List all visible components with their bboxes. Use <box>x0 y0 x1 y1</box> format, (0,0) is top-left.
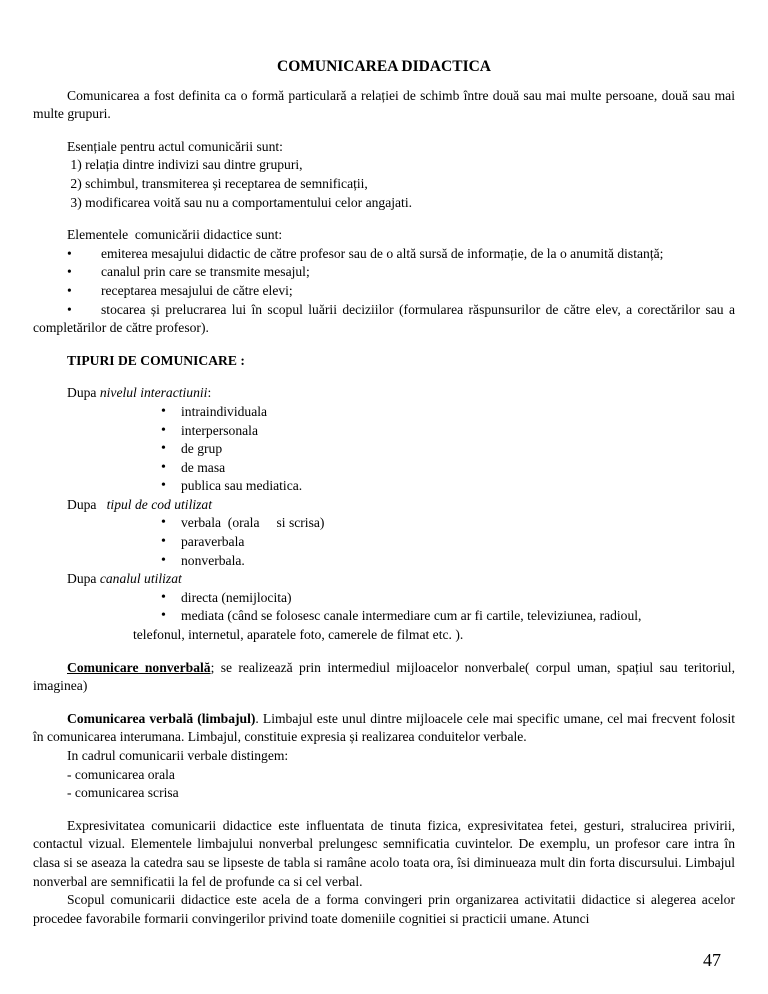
paragraph-nonverbal: Comunicare nonverbală; se realizează prin intermediul mijloacelor nonverbale( corpul uman, spațiul sau teritoriul, imaginea) <box>33 659 735 694</box>
list-item: • nonverbala. <box>33 552 735 571</box>
list-item: - comunicarea scrisa <box>67 785 179 801</box>
paragraph-verbal: Comunicarea verbală (limbajul). Limbajul este unul dintre mijloacele cele mai specific umane, cel mai frecvent folosit în comunicarea interumana. Limbajul, constituie expresia și realizarea conduitelor verbale. <box>33 710 735 745</box>
list-item: • emiterea mesajului didactic de către profesor sau de o altă sursă de informație, de la o anumită distanță; <box>33 245 735 264</box>
bullet: • <box>161 534 166 550</box>
bullet: • <box>161 552 166 568</box>
term-verbal: Comunicarea verbală (limbajul) <box>67 710 256 726</box>
criterion-heading: Dupa nivelul interactiunii: <box>67 385 212 401</box>
list-item: • receptarea mesajului de către elevi; <box>33 282 735 301</box>
list-item: • paraverbala <box>33 533 735 552</box>
list-item: • publica sau mediatica. <box>33 477 735 496</box>
list-item: • directa (nemijlocita) <box>33 589 735 608</box>
essentials-item: 1) relația dintre indivizi sau dintre grupuri, <box>67 157 303 173</box>
list-item: • verbala (orala si scrisa) <box>33 514 735 533</box>
essentials-intro: Esențiale pentru actul comunicării sunt: <box>67 138 283 154</box>
section-heading: TIPURI DE COMUNICARE : <box>67 352 245 368</box>
list-item: • interpersonala <box>33 422 735 441</box>
essentials-item: 3) modificarea voită sau nu a comportamentului celor angajati. <box>67 194 413 210</box>
list-item: • de grup <box>33 440 735 459</box>
term-nonverbal: Comunicare nonverbală <box>67 659 211 675</box>
bullet: • <box>67 245 72 261</box>
criterion-heading: Dupa canalul utilizat <box>67 571 182 587</box>
paragraph-expressiveness: Expresivitatea comunicarii didactice este influentata de tinuta fizica, expresivitatea fetei, gesturi, stralucirea privirii, contactul vizual. Elementele limbajului nonverbal prelungesc semnificatia cuvintelor. De exemplu, un profesor care intra în clasa si se aseaza la catedra sau se lipseste de tabla si ramâne acolo toata ora, îsi diminueaza mult din forta discursului. Limbajul nonverbal are semnificatii la fel de profunde ca si cel verbal. <box>33 817 735 889</box>
bullet: • <box>67 301 72 317</box>
paragraph-definition: Comunicarea a fost definita ca o formă particulară a relației de schimb între două sau mai multe persoane, două sau mai multe grupuri. <box>33 87 735 122</box>
bullet: • <box>67 264 72 280</box>
list-item: • intraindividuala <box>33 403 735 422</box>
verbal-intro: In cadrul comunicarii verbale distingem: <box>67 748 289 763</box>
list-item-continuation: telefonul, internetul, aparatele foto, camerele de filmat etc. ). <box>133 627 464 643</box>
essentials-item: 2) schimbul, transmiterea și receptarea de semnificații, <box>67 175 368 191</box>
bullet: • <box>161 403 166 419</box>
criterion-heading: Dupa tipul de cod utilizat <box>67 496 212 512</box>
page-number: 47 <box>703 950 721 970</box>
list-item: • stocarea și prelucrarea lui în scopul luării deciziilor (formularea răspunsurilor de către elev, a corectărilor sau a completărilor de către profesor). <box>33 301 735 336</box>
bullet: • <box>161 422 166 438</box>
document-page <box>33 58 735 928</box>
list-item: • canalul prin care se transmite mesajul; <box>33 263 735 282</box>
elements-intro: Elementele comunicării didactice sunt: <box>67 227 283 243</box>
bullet: • <box>161 478 166 494</box>
bullet: • <box>161 441 166 457</box>
page-title: COMUNICAREA DIDACTICA <box>277 58 491 75</box>
bullet: • <box>161 589 166 605</box>
bullet: • <box>161 608 166 624</box>
list-item: - comunicarea orala <box>67 766 175 782</box>
bullet: • <box>161 515 166 531</box>
list-item: • de masa <box>33 459 735 478</box>
paragraph-purpose: Scopul comunicarii didactice este acela de a forma convingeri prin organizarea activitatii didactice si alegerea acelor procedee favorabile formarii convingerilor privind toate domeniile cognitiei si practicii umane. Atunci <box>33 892 735 926</box>
list-item: • mediata (când se folosesc canale intermediare cum ar fi cartile, televiziunea, radioul, <box>33 607 735 626</box>
bullet: • <box>67 282 72 298</box>
bullet: • <box>161 459 166 475</box>
